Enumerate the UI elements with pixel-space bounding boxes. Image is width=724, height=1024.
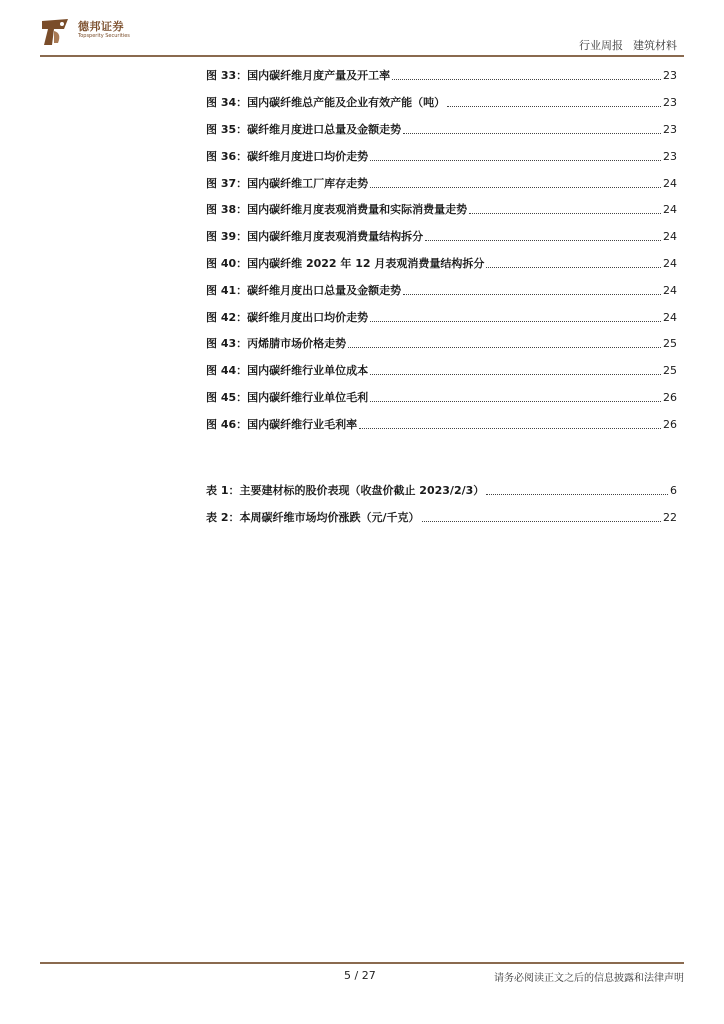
toc-entry-page: 24 [663,311,677,324]
toc-entry[interactable] [206,284,677,298]
toc-leader [370,321,661,322]
toc-entry[interactable] [206,150,677,164]
toc-entry-title: 图 39：国内碳纤维月度表观消费量结构拆分 [206,230,424,243]
toc-entry-page: 24 [663,203,677,216]
toc-leader [370,401,661,402]
toc-leader [486,267,661,268]
toc-leader [370,187,661,188]
toc-entry-title: 表 1：主要建材标的股价表现（收盘价截止 2023/2/3） [206,484,485,497]
toc-entry-page: 25 [663,364,677,377]
brand-name-en: Topsperity Securities [78,33,130,39]
toc-entry-page: 6 [670,484,677,497]
toc-entry[interactable] [206,364,677,378]
toc-entry-page: 23 [663,69,677,82]
toc-entry-title: 表 2：本周碳纤维市场均价涨跌（元/千克） [206,511,420,524]
toc-entry[interactable] [206,311,677,325]
toc-entry[interactable] [206,123,677,137]
toc-entry[interactable] [206,96,677,110]
footer-divider [40,962,684,964]
toc-entry[interactable] [206,69,677,83]
toc-entry-title: 图 40：国内碳纤维 2022 年 12 月表观消费量结构拆分 [206,257,485,270]
toc-leader [425,240,661,241]
toc-entry[interactable] [206,257,677,271]
toc-entry[interactable] [206,337,677,351]
toc-entry[interactable] [206,511,677,525]
toc-entry[interactable] [206,177,677,191]
toc-entry-page: 23 [663,150,677,163]
toc-entry[interactable] [206,391,677,405]
toc-entry-page: 23 [663,96,677,109]
toc-leader [403,294,661,295]
sector-label: 建筑材料 [633,39,677,52]
toc-entry-title: 图 42：碳纤维月度出口均价走势 [206,311,369,324]
toc-entry-title: 图 38：国内碳纤维月度表观消费量和实际消费量走势 [206,203,468,216]
toc-leader [348,347,661,348]
toc-entry-title: 图 41：碳纤维月度出口总量及金额走势 [206,284,402,297]
toc-entry-page: 26 [663,418,677,431]
toc-leader [403,133,661,134]
toc-entry-title: 图 45：国内碳纤维行业单位毛利 [206,391,369,404]
brand-logo [40,17,140,47]
toc-entry-page: 24 [663,230,677,243]
toc-entry-title: 图 46：国内碳纤维行业毛利率 [206,418,358,431]
brand-name: 德邦证券 [78,20,124,33]
toc-entry-title: 图 36：碳纤维月度进口均价走势 [206,150,369,163]
toc-entry-page: 24 [663,257,677,270]
report-type-label: 行业周报 [579,39,623,52]
toc-leader [392,79,661,80]
toc-entry[interactable] [206,418,677,432]
toc-entry-page: 23 [663,123,677,136]
header-divider [40,55,684,57]
toc-entry[interactable] [206,230,677,244]
toc-entry-title: 图 34：国内碳纤维总产能及企业有效产能（吨） [206,96,446,109]
report-category [569,37,677,53]
page-number: 5 / 27 [344,969,376,982]
toc-leader [447,106,661,107]
toc-entry-page: 25 [663,337,677,350]
toc-entry-page: 24 [663,177,677,190]
page-header [0,0,724,60]
legal-disclaimer: 请务必阅读正文之后的信息披露和法律声明 [494,973,684,984]
brand-logo-icon [40,17,72,47]
toc-entry[interactable] [206,484,677,498]
toc-entry[interactable] [206,203,677,217]
toc-entry-title: 图 35：碳纤维月度进口总量及金额走势 [206,123,402,136]
toc-entry-page: 22 [663,511,677,524]
toc-leader [486,494,668,495]
toc-entry-page: 26 [663,391,677,404]
toc-leader [359,428,661,429]
toc-entry-title: 图 43：丙烯腈市场价格走势 [206,337,347,350]
toc-entry-title: 图 37：国内碳纤维工厂库存走势 [206,177,369,190]
toc-leader [370,160,661,161]
toc-leader [422,521,662,522]
toc-leader [469,213,661,214]
toc-leader [370,374,661,375]
toc-entry-title: 图 44：国内碳纤维行业单位成本 [206,364,369,377]
toc-entry-page: 24 [663,284,677,297]
toc-entry-title: 图 33：国内碳纤维月度产量及开工率 [206,69,391,82]
